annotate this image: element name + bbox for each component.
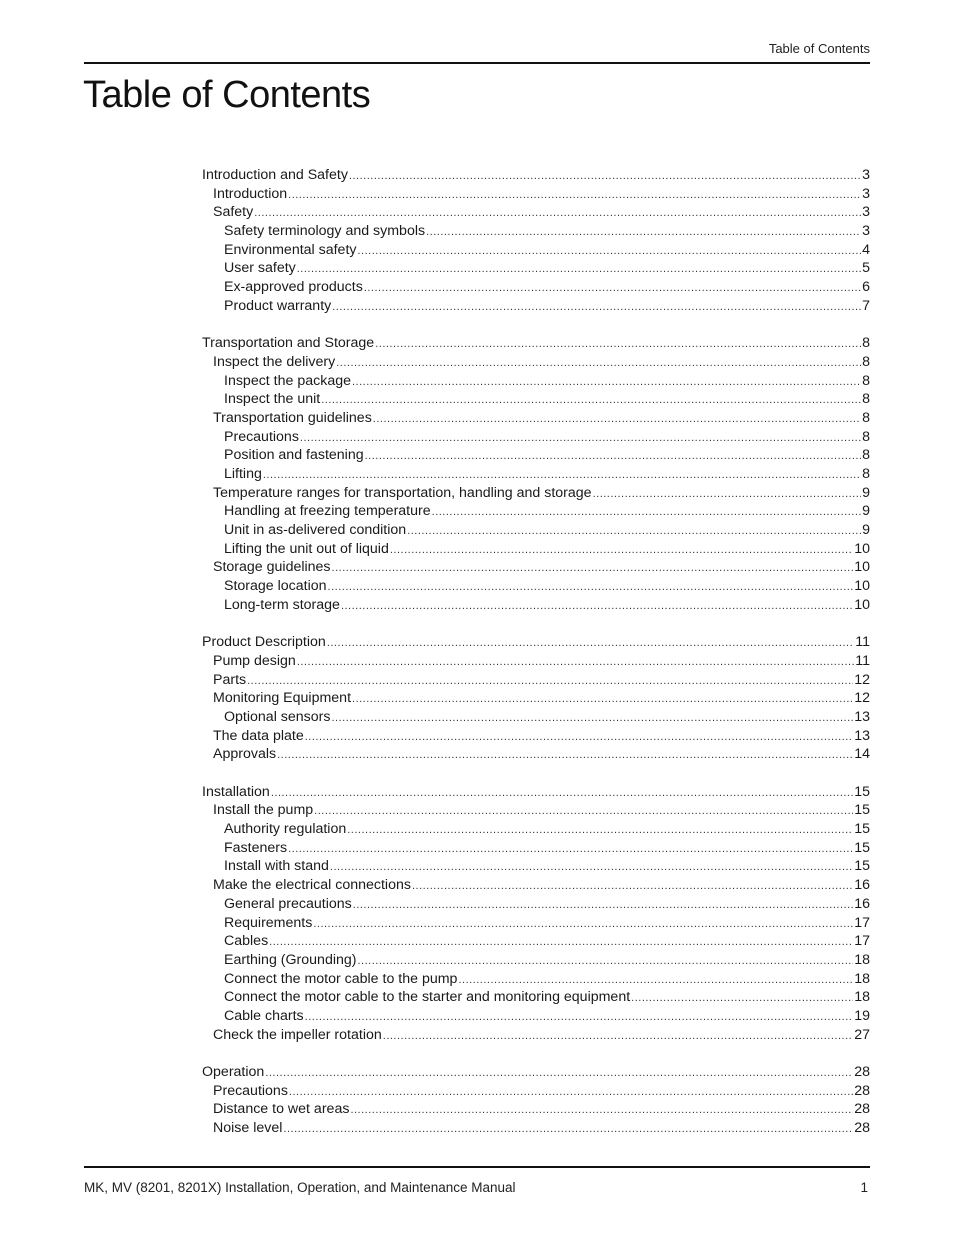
toc-entry-page-number: 18 — [854, 989, 870, 1006]
toc-entry-level-2[interactable] — [202, 652, 870, 671]
toc-entry-page-number: 18 — [854, 951, 870, 968]
toc-dot-leader — [365, 447, 861, 466]
toc-entry-page-number: 8 — [862, 466, 870, 482]
toc-entry-title: Noise level — [213, 1120, 283, 1137]
toc-entry-title: Make the electrical connections — [213, 877, 411, 894]
toc-entry-page-number: 15 — [854, 821, 870, 838]
toc-entry-title: Lifting — [224, 466, 262, 482]
toc-entry-page-number: 9 — [862, 503, 870, 520]
toc-entry-title: Storage location — [224, 578, 327, 595]
toc-entry-title: Monitoring Equipment — [213, 690, 352, 707]
toc-entry-page-number: 8 — [862, 372, 870, 389]
toc-entry-level-2[interactable] — [202, 353, 870, 372]
toc-entry-title: Precautions — [213, 1082, 288, 1099]
toc-dot-leader — [331, 709, 853, 728]
toc-entry-level-2[interactable] — [202, 203, 870, 222]
toc-dot-leader — [373, 410, 861, 429]
toc-entry-page-number: 28 — [854, 1064, 870, 1080]
header-rule — [84, 62, 870, 64]
toc-dot-leader — [313, 915, 853, 934]
toc-entry-page-number: 8 — [862, 428, 870, 445]
toc-entry-title: Ex-approved products — [224, 279, 363, 296]
toc-entry-level-3[interactable] — [202, 596, 870, 615]
toc-dot-leader — [432, 503, 861, 522]
toc-entry-level-3[interactable] — [202, 465, 870, 484]
toc-dot-leader — [412, 877, 853, 896]
toc-entry-page-number: 6 — [862, 279, 870, 296]
toc-entry-page-number: 13 — [854, 727, 870, 744]
toc-dot-leader — [297, 653, 854, 672]
toc-dot-leader — [321, 391, 861, 410]
toc-entry-page-number: 15 — [854, 802, 870, 819]
running-header: Table of Contents — [768, 41, 870, 56]
toc-entry-title: Install with stand — [224, 858, 329, 875]
toc-entry-title: General precautions — [224, 895, 352, 912]
toc-dot-leader — [357, 242, 861, 261]
toc-entry-page-number: 10 — [854, 578, 870, 595]
toc-dot-leader — [352, 373, 861, 392]
toc-entry-level-3[interactable] — [202, 857, 870, 876]
toc-entry-level-3[interactable] — [202, 222, 870, 241]
toc-dot-leader — [305, 1008, 854, 1027]
toc-dot-leader — [254, 204, 861, 223]
toc-entry-title: Connect the motor cable to the starter and monitoring equipment — [224, 989, 631, 1006]
toc-entry-title: Pump design — [213, 652, 296, 669]
toc-entry-level-3[interactable] — [202, 278, 870, 297]
toc-entry-title: Installation — [202, 783, 270, 800]
toc-entry-page-number: 28 — [854, 1082, 870, 1099]
toc-entry-page-number: 9 — [862, 484, 870, 501]
toc-dot-leader — [330, 858, 853, 877]
toc-entry-level-3[interactable] — [202, 259, 870, 278]
toc-entry-title: Position and fastening — [224, 447, 364, 464]
toc-entry-title: Long-term storage — [224, 596, 340, 613]
page-title: Table of Contents — [83, 74, 371, 116]
toc-entry-page-number: 12 — [854, 671, 870, 688]
toc-entry-page-number: 8 — [862, 409, 870, 426]
toc-entry-page-number: 28 — [854, 1120, 870, 1137]
toc-entry-title: Product warranty — [224, 297, 332, 314]
toc-dot-leader — [269, 933, 853, 952]
toc-entry-level-2[interactable] — [202, 745, 870, 764]
toc-entry-title: Introduction and Safety — [202, 167, 348, 183]
toc-entry-level-2[interactable] — [202, 876, 870, 895]
toc-dot-leader — [277, 746, 853, 765]
toc-entry-level-2[interactable] — [202, 801, 870, 820]
toc-dot-leader — [263, 466, 861, 485]
toc-entry-title: Cable charts — [224, 1007, 304, 1024]
toc-dot-leader — [358, 952, 854, 971]
toc-entry-page-number: 3 — [862, 204, 870, 221]
toc-entry-level-2[interactable] — [202, 1082, 870, 1101]
toc-entry-title: Install the pump — [213, 802, 314, 819]
footer-rule — [84, 1166, 870, 1168]
toc-dot-leader — [350, 1101, 853, 1120]
toc-entry-level-2[interactable] — [202, 1119, 870, 1138]
toc-dot-leader — [305, 728, 854, 747]
toc-entry-level-2[interactable] — [202, 689, 870, 708]
toc-entry-page-number: 8 — [862, 353, 870, 370]
toc-entry-page-number: 11 — [855, 634, 870, 651]
toc-dot-leader — [336, 354, 861, 373]
toc-dot-leader — [353, 896, 853, 915]
toc-dot-leader — [288, 840, 853, 859]
footer-page-number: 1 — [860, 1180, 868, 1195]
toc-entry-page-number: 15 — [854, 783, 870, 800]
toc-dot-leader — [352, 690, 853, 709]
toc-entry-page-number: 7 — [862, 297, 870, 314]
toc-entry-title: Unit in as-delivered condition — [224, 522, 407, 539]
toc-dot-leader — [347, 821, 853, 840]
toc-entry-level-2[interactable] — [202, 1100, 870, 1119]
toc-dot-leader — [364, 279, 861, 298]
toc-entry-page-number: 27 — [854, 1026, 870, 1043]
toc-entry-level-3[interactable] — [202, 502, 870, 521]
toc-dot-leader — [407, 522, 861, 541]
toc-entry-title: Parts — [213, 671, 247, 688]
toc-entry-page-number: 16 — [854, 895, 870, 912]
toc-dot-leader — [297, 260, 861, 279]
toc-entry-page-number: 19 — [854, 1007, 870, 1024]
toc-entry-page-number: 17 — [854, 914, 870, 931]
toc-entry-page-number: 14 — [854, 746, 870, 763]
toc-entry-level-3[interactable] — [202, 390, 870, 409]
toc-entry-page-number: 3 — [862, 167, 870, 183]
toc-dot-leader — [328, 578, 854, 597]
toc-dot-leader — [283, 1120, 853, 1139]
toc-entry-level-3[interactable] — [202, 820, 870, 839]
toc-entry-level-1[interactable] — [202, 783, 870, 802]
toc-entry-level-3[interactable] — [202, 540, 870, 559]
toc-entry-level-2[interactable] — [202, 185, 870, 204]
toc-entry-level-3[interactable] — [202, 708, 870, 727]
toc-entry-title: Inspect the unit — [224, 391, 321, 408]
toc-entry-page-number: 15 — [854, 858, 870, 875]
toc-entry-page-number: 3 — [862, 223, 870, 240]
toc-entry-title: Distance to wet areas — [213, 1101, 350, 1118]
toc-dot-leader — [426, 223, 861, 242]
toc-entry-level-3[interactable] — [202, 577, 870, 596]
toc-entry-title: Inspect the delivery — [213, 353, 336, 370]
toc-dot-leader — [265, 1064, 853, 1083]
toc-entry-page-number: 3 — [862, 185, 870, 202]
toc-entry-level-2[interactable] — [202, 1026, 870, 1045]
toc-entry-level-3[interactable] — [202, 521, 870, 540]
toc-entry-level-3[interactable] — [202, 297, 870, 316]
toc-entry-title: Approvals — [213, 746, 277, 763]
toc-entry-level-1[interactable] — [202, 334, 870, 353]
toc-entry-title: The data plate — [213, 727, 304, 744]
toc-entry-title: Authority regulation — [224, 821, 347, 838]
toc-entry-title: Safety — [213, 204, 254, 221]
toc-entry-level-3[interactable] — [202, 839, 870, 858]
toc-entry-title: Fasteners — [224, 839, 288, 856]
toc-entry-title: Lifting the unit out of liquid — [224, 540, 389, 557]
table-of-contents — [202, 166, 870, 1138]
toc-entry-level-3[interactable] — [202, 372, 870, 391]
toc-entry-title: Product Description — [202, 634, 326, 651]
toc-dot-leader — [327, 634, 854, 653]
toc-entry-level-3[interactable] — [202, 914, 870, 933]
toc-dot-leader — [332, 298, 861, 317]
toc-entry-title: Storage guidelines — [213, 559, 331, 576]
toc-entry-level-3[interactable] — [202, 932, 870, 951]
toc-entry-level-3[interactable] — [202, 446, 870, 465]
toc-dot-leader — [332, 559, 854, 578]
toc-entry-title: Operation — [202, 1064, 265, 1080]
toc-entry-page-number: 18 — [854, 970, 870, 987]
toc-entry-page-number: 9 — [862, 522, 870, 539]
toc-dot-leader — [247, 672, 853, 691]
toc-dot-leader — [300, 429, 861, 448]
toc-dot-leader — [289, 1083, 853, 1102]
toc-dot-leader — [375, 335, 861, 354]
toc-entry-title: User safety — [224, 260, 296, 277]
toc-entry-page-number: 8 — [862, 447, 870, 464]
toc-entry-level-3[interactable] — [202, 895, 870, 914]
toc-entry-page-number: 10 — [854, 559, 870, 576]
toc-entry-title: Precautions — [224, 428, 299, 445]
toc-entry-title: Check the impeller rotation — [213, 1026, 382, 1043]
toc-entry-title: Environmental safety — [224, 241, 357, 258]
toc-entry-title: Transportation and Storage — [202, 335, 375, 352]
toc-entry-title: Safety terminology and symbols — [224, 223, 426, 240]
toc-entry-page-number: 11 — [855, 652, 870, 669]
toc-entry-title: Temperature ranges for transportation, handling and storage — [213, 484, 592, 501]
toc-entry-page-number: 10 — [854, 540, 870, 557]
toc-entry-page-number: 28 — [854, 1101, 870, 1118]
toc-entry-title: Requirements — [224, 914, 313, 931]
toc-entry-page-number: 4 — [862, 241, 870, 258]
toc-entry-page-number: 5 — [862, 260, 870, 277]
toc-entry-title: Introduction — [213, 185, 288, 202]
toc-entry-title: Inspect the package — [224, 372, 351, 389]
toc-entry-level-2[interactable] — [202, 558, 870, 577]
toc-entry-level-1[interactable] — [202, 1063, 870, 1082]
toc-entry-page-number: 8 — [862, 335, 870, 352]
toc-entry-level-3[interactable] — [202, 428, 870, 447]
toc-entry-level-3[interactable] — [202, 988, 870, 1007]
toc-entry-title: Cables — [224, 933, 269, 950]
toc-entry-level-1[interactable] — [202, 633, 870, 652]
toc-entry-title: Handling at freezing temperature — [224, 503, 431, 520]
toc-entry-page-number: 13 — [854, 708, 870, 725]
toc-entry-level-3[interactable] — [202, 970, 870, 989]
toc-entry-page-number: 17 — [854, 933, 870, 950]
toc-entry-level-2[interactable] — [202, 409, 870, 428]
toc-dot-leader — [349, 167, 861, 186]
toc-dot-leader — [288, 186, 861, 205]
toc-dot-leader — [383, 1027, 853, 1046]
toc-entry-title: Transportation guidelines — [213, 409, 372, 426]
toc-entry-level-2[interactable] — [202, 727, 870, 746]
toc-dot-leader — [631, 989, 853, 1008]
toc-dot-leader — [593, 485, 862, 504]
toc-entry-title: Connect the motor cable to the pump — [224, 970, 458, 987]
toc-entry-page-number: 10 — [854, 596, 870, 613]
toc-entry-level-3[interactable] — [202, 241, 870, 260]
toc-entry-level-2[interactable] — [202, 671, 870, 690]
toc-entry-page-number: 12 — [854, 690, 870, 707]
toc-dot-leader — [390, 541, 853, 560]
toc-dot-leader — [458, 971, 853, 990]
toc-entry-level-3[interactable] — [202, 951, 870, 970]
toc-entry-page-number: 16 — [854, 877, 870, 894]
toc-entry-title: Optional sensors — [224, 708, 331, 725]
toc-entry-level-3[interactable] — [202, 1007, 870, 1026]
toc-entry-page-number: 8 — [862, 391, 870, 408]
toc-dot-leader — [271, 784, 853, 803]
toc-entry-level-2[interactable] — [202, 484, 870, 503]
toc-entry-level-1[interactable] — [202, 166, 870, 185]
toc-entry-page-number: 15 — [854, 839, 870, 856]
toc-dot-leader — [341, 597, 853, 616]
footer-document-title: MK, MV (8201, 8201X) Installation, Operation, and Maintenance Manual — [84, 1180, 516, 1195]
toc-entry-title: Earthing (Grounding) — [224, 951, 357, 968]
toc-dot-leader — [314, 802, 853, 821]
